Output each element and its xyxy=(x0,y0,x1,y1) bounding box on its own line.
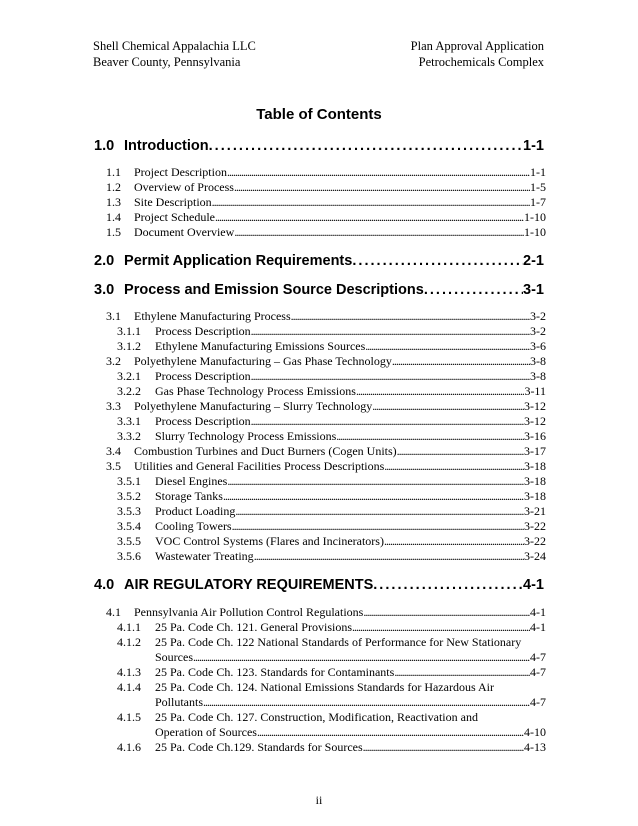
leader-dots xyxy=(257,725,524,740)
toc-entry[interactable] xyxy=(117,384,546,399)
entry-label: Gas Phase Technology Process Emissions xyxy=(155,384,356,398)
facility-name: Petrochemicals Complex xyxy=(418,55,544,69)
toc-entry[interactable] xyxy=(106,399,546,414)
entry-page: 4-1 xyxy=(530,605,546,619)
entry-page: 4-7 xyxy=(530,695,546,709)
entry-label: Sources xyxy=(155,650,193,664)
entry-page: 3-11 xyxy=(524,384,546,398)
toc-entry-line2[interactable] xyxy=(117,695,546,710)
leader-dots xyxy=(212,195,530,210)
entry-page: 3-6 xyxy=(530,339,546,353)
entry-label: 25 Pa. Code Ch. 121. General Provisions xyxy=(155,620,352,634)
entry-number: 3.1.2 xyxy=(117,339,141,353)
entry-page: 1-1 xyxy=(530,165,546,179)
entry-number: 3.1 xyxy=(106,309,121,323)
page-number: ii xyxy=(315,793,323,807)
toc-entry[interactable] xyxy=(106,309,546,324)
location: Beaver County, Pennsylvania xyxy=(93,55,241,69)
section-label: Process and Emission Source Descriptions xyxy=(124,282,424,298)
entry-page: 4-1 xyxy=(530,620,546,634)
toc-entry-line2[interactable] xyxy=(117,650,546,665)
entry-label: Polyethylene Manufacturing – Slurry Technology xyxy=(134,399,373,413)
entry-page: 3-18 xyxy=(524,474,546,488)
section-page: 3-1 xyxy=(523,282,544,298)
entry-number: 4.1.3 xyxy=(117,665,141,679)
leader-dots xyxy=(352,620,530,635)
toc-entry[interactable] xyxy=(117,519,546,534)
entry-number: 1.3 xyxy=(106,195,121,209)
entry-page: 4-10 xyxy=(524,725,546,739)
entry-label: 25 Pa. Code Ch.129. Standards for Sources xyxy=(155,740,363,754)
entry-number: 3.5 xyxy=(106,459,121,473)
toc-section[interactable] xyxy=(94,253,544,269)
company-name: Shell Chemical Appalachia LLC xyxy=(93,39,256,53)
entry-page: 3-16 xyxy=(524,429,546,443)
toc-entry[interactable] xyxy=(106,605,546,620)
leader-dots xyxy=(356,384,525,399)
toc-entry[interactable] xyxy=(117,489,546,504)
section-number: 4.0 xyxy=(94,577,115,593)
entry-page: 3-12 xyxy=(524,399,546,413)
leader-dots xyxy=(336,429,524,444)
entry-number: 4.1.2 xyxy=(117,635,141,649)
leader-dots xyxy=(363,605,530,620)
entry-number: 4.1.4 xyxy=(117,680,141,694)
section-page: 2-1 xyxy=(523,253,544,269)
entry-number: 1.5 xyxy=(106,225,121,239)
entry-label: Process Description xyxy=(155,369,251,383)
toc-entry[interactable] xyxy=(117,339,546,354)
entry-number: 3.2 xyxy=(106,354,121,368)
entry-label: Site Description xyxy=(134,195,212,209)
entry-number: 3.5.5 xyxy=(117,534,141,548)
toc-section[interactable] xyxy=(94,282,544,298)
entry-label: Project Description xyxy=(134,165,227,179)
entry-page: 1-7 xyxy=(530,195,546,209)
entry-number: 3.2.2 xyxy=(117,384,141,398)
toc-entry[interactable] xyxy=(117,324,546,339)
entry-page: 1-5 xyxy=(530,180,546,194)
section-page: 1-1 xyxy=(523,138,544,154)
toc-entry-line1[interactable] xyxy=(117,680,546,695)
entry-label: Polyethylene Manufacturing – Gas Phase Technology xyxy=(134,354,392,368)
entry-number: 3.1.1 xyxy=(117,324,141,338)
entry-label: Wastewater Treating xyxy=(155,549,254,563)
entry-number: 4.1.1 xyxy=(117,620,141,634)
entry-label-line1: 25 Pa. Code Ch. 124. National Emissions Standards for Hazardous Air xyxy=(155,680,494,694)
toc-entry[interactable] xyxy=(106,165,546,180)
leader-dots xyxy=(251,414,524,429)
entry-label: Product Loading xyxy=(155,504,236,518)
entry-number: 3.4 xyxy=(106,444,121,458)
entry-page: 4-13 xyxy=(524,740,546,754)
entry-page: 3-22 xyxy=(524,534,546,548)
entry-number: 4.1.6 xyxy=(117,740,141,754)
entry-page: 3-2 xyxy=(530,309,546,323)
leader-dots xyxy=(365,339,530,354)
entry-label: Project Schedule xyxy=(134,210,215,224)
leader-dots xyxy=(392,354,530,369)
entry-number: 3.5.2 xyxy=(117,489,141,503)
entry-page: 4-7 xyxy=(530,650,546,664)
toc-title: Table of Contents xyxy=(256,106,382,123)
leader-dots xyxy=(384,459,524,474)
toc-entry[interactable] xyxy=(117,549,546,564)
entry-number: 3.5.4 xyxy=(117,519,141,533)
toc-entry[interactable] xyxy=(117,429,546,444)
entry-page: 3-8 xyxy=(530,354,546,368)
entry-label: Overview of Process xyxy=(134,180,234,194)
entry-page: 3-24 xyxy=(524,549,546,563)
leader-dots xyxy=(372,399,524,414)
entry-number: 3.2.1 xyxy=(117,369,141,383)
entry-number: 4.1 xyxy=(106,605,121,619)
entry-page: 3-2 xyxy=(530,324,546,338)
entry-label: Pollutants xyxy=(155,695,204,709)
leader-dots xyxy=(203,695,530,710)
toc-section[interactable] xyxy=(94,577,544,593)
entry-page: 3-8 xyxy=(530,369,546,383)
entry-label: Utilities and General Facilities Process Descriptions xyxy=(134,459,385,473)
entry-number: 1.2 xyxy=(106,180,121,194)
leader-dots xyxy=(363,740,524,755)
entry-page: 3-18 xyxy=(524,489,546,503)
leader-dots xyxy=(352,253,523,269)
entry-number: 3.3.2 xyxy=(117,429,141,443)
entry-label: Process Description xyxy=(155,414,251,428)
entry-label: Cooling Towers xyxy=(155,519,232,533)
leader-dots xyxy=(384,534,524,549)
toc-entry-line1[interactable] xyxy=(117,635,546,650)
leader-dots xyxy=(227,165,530,180)
section-number: 1.0 xyxy=(94,138,115,154)
entry-page: 3-12 xyxy=(524,414,546,428)
toc-entry[interactable] xyxy=(117,414,546,429)
toc-entry-line1[interactable] xyxy=(117,710,546,725)
toc-entry[interactable] xyxy=(117,504,546,519)
entry-label: Storage Tanks xyxy=(155,489,223,503)
entry-label-line1: 25 Pa. Code Ch. 127. Construction, Modification, Reactivation and xyxy=(155,710,478,724)
toc-entry[interactable] xyxy=(117,665,546,680)
section-page: 4-1 xyxy=(523,577,544,593)
toc-entry[interactable] xyxy=(106,459,546,474)
entry-number: 3.3 xyxy=(106,399,121,413)
toc-entry[interactable] xyxy=(117,369,546,384)
leader-dots xyxy=(254,549,524,564)
leader-dots xyxy=(397,444,524,459)
toc-entry[interactable] xyxy=(106,180,546,195)
leader-dots xyxy=(373,577,523,593)
leader-dots xyxy=(251,324,530,339)
toc-entry[interactable] xyxy=(106,354,546,369)
toc-entry[interactable] xyxy=(117,620,546,635)
entry-page: 4-7 xyxy=(530,665,546,679)
leader-dots xyxy=(232,519,524,534)
entry-number: 4.1.5 xyxy=(117,710,141,724)
toc-entry[interactable] xyxy=(106,210,546,225)
section-number: 3.0 xyxy=(94,282,115,298)
entry-page: 3-18 xyxy=(524,459,546,473)
entry-label: Pennsylvania Air Pollution Control Regulations xyxy=(134,605,364,619)
entry-page: 3-17 xyxy=(524,444,546,458)
entry-number: 3.3.1 xyxy=(117,414,141,428)
section-number: 2.0 xyxy=(94,253,115,269)
toc-entry[interactable] xyxy=(106,225,546,240)
leader-dots xyxy=(223,489,524,504)
entry-label: Combustion Turbines and Duct Burners (Cogen Units) xyxy=(134,444,397,458)
toc-entry-line2[interactable] xyxy=(117,725,546,740)
entry-number: 1.1 xyxy=(106,165,121,179)
leader-dots xyxy=(251,369,530,384)
toc-entry[interactable] xyxy=(117,740,546,755)
toc-entry[interactable] xyxy=(106,444,546,459)
leader-dots xyxy=(215,210,524,225)
entry-number: 3.5.6 xyxy=(117,549,141,563)
entry-label: Slurry Technology Process Emissions xyxy=(155,429,337,443)
entry-label: Document Overview xyxy=(134,225,235,239)
header-left xyxy=(93,38,256,70)
entry-page: 1-10 xyxy=(524,210,546,224)
entry-label: Ethylene Manufacturing Process xyxy=(134,309,291,323)
toc-entry[interactable] xyxy=(117,474,546,489)
toc-section[interactable] xyxy=(94,138,544,154)
leader-dots xyxy=(227,474,524,489)
entry-page: 1-10 xyxy=(524,225,546,239)
entry-page: 3-21 xyxy=(524,504,546,518)
entry-page: 3-22 xyxy=(524,519,546,533)
leader-dots xyxy=(291,309,530,324)
entry-label-line1: 25 Pa. Code Ch. 122 National Standards of Performance for New Stationary xyxy=(155,635,522,649)
leader-dots xyxy=(234,225,524,240)
leader-dots xyxy=(394,665,530,680)
entry-number: 3.5.3 xyxy=(117,504,141,518)
entry-number: 3.5.1 xyxy=(117,474,141,488)
toc-entry[interactable] xyxy=(106,195,546,210)
leader-dots xyxy=(209,138,523,154)
entry-label: Operation of Sources xyxy=(155,725,257,739)
leader-dots xyxy=(235,504,524,519)
section-label: AIR REGULATORY REQUIREMENTS xyxy=(124,577,374,593)
header-right xyxy=(411,38,544,70)
entry-label: VOC Control Systems (Flares and Incinerators) xyxy=(155,534,384,548)
toc-entry[interactable] xyxy=(117,534,546,549)
entry-label: Diesel Engines xyxy=(155,474,228,488)
entry-label: Ethylene Manufacturing Emissions Sources xyxy=(155,339,366,353)
document-type: Plan Approval Application xyxy=(410,39,544,53)
section-label: Introduction xyxy=(124,138,209,154)
entry-number: 1.4 xyxy=(106,210,121,224)
entry-label: 25 Pa. Code Ch. 123. Standards for Contaminants xyxy=(155,665,395,679)
leader-dots xyxy=(424,282,523,298)
leader-dots xyxy=(193,650,530,665)
section-label: Permit Application Requirements xyxy=(124,253,353,269)
leader-dots xyxy=(234,180,530,195)
entry-label: Process Description xyxy=(155,324,251,338)
